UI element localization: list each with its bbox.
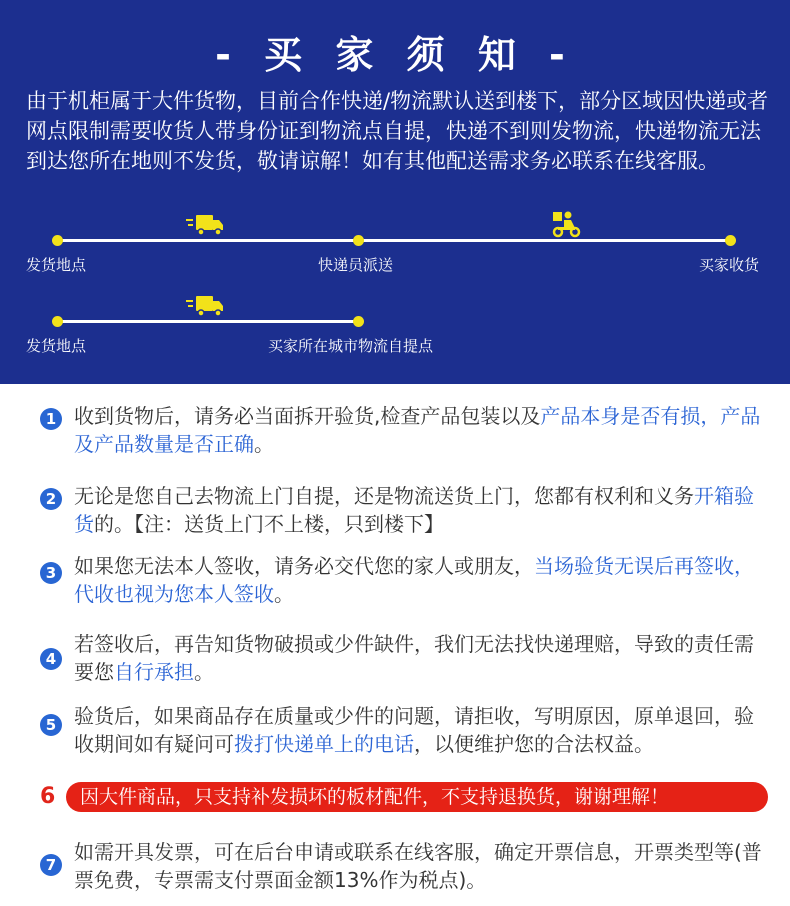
item-number-badge: 5 (40, 714, 62, 736)
flow-dot (725, 235, 736, 246)
page-title: - 买 家 须 知 - (215, 33, 575, 77)
item-text: 如需开具发票，可在后台申请或联系在线客服，确定开票信息，开票类型等(普票免费，专票需支付票面金额13%作为税点)。 (74, 840, 762, 892)
item-number-badge: 3 (40, 562, 62, 584)
item-highlight: 产品本身是否有损，产品及产品数量是否正确 (74, 404, 761, 456)
item-text: 收到货物后，请务必当面拆开验货,检查产品包装以及产品本身是否有损，产品及产品数量是否正确。 (74, 404, 761, 456)
flow-middle-label: 快递员派送 (318, 256, 394, 274)
flow-dot (353, 235, 364, 246)
item-number-badge: 1 (40, 408, 62, 430)
item-highlight: 拨打快递单上的电话 (234, 732, 414, 756)
flow-start-label: 发货地点 (26, 256, 87, 274)
flow-end-label: 买家收货 (699, 256, 760, 274)
alert-banner: 因大件商品，只支持补发损坏的板材配件，不支持退换货，谢谢理解！ (66, 782, 768, 812)
item-highlight: 开箱验货 (74, 484, 754, 536)
item-number-badge: 7 (40, 854, 62, 876)
courier-scooter-icon (551, 210, 581, 242)
intro-text: 由于机柜属于大件货物，目前合作快递/物流默认送到楼下，部分区域因快递或者网点限制需要收货人带身份证到物流点自提，快递不到则发物流，快递物流无法到达您所在地则不发货，敬请谅解！如有其他配送需求务必联系在线客服。 (26, 89, 769, 173)
notice-header (0, 0, 790, 384)
item-text: 如果您无法本人签收，请务必交代您的家人或朋友，当场验货无误后再签收，代收也视为您本人签收。 (74, 554, 754, 606)
flow-dot (353, 316, 364, 327)
flow-start-label: 发货地点 (26, 337, 87, 355)
notice-item-6 (40, 782, 768, 812)
flow-line (57, 239, 731, 242)
item-number-badge: 2 (40, 488, 62, 510)
flow-line (57, 320, 359, 323)
flow-dot (52, 235, 63, 246)
item-text: 无论是您自己去物流上门自提，还是物流送货上门，您都有权利和义务开箱验货的。【注：送货上门不上楼，只到楼下】 (74, 484, 754, 536)
item-highlight: 自行承担 (114, 660, 194, 684)
item-text: 验货后，如果商品存在质量或少件的问题，请拒收，写明原因，原单退回，验收期间如有疑问可拨打快递单上的电话，以便维护您的合法权益。 (74, 704, 754, 756)
flow-end-label: 买家所在城市物流自提点 (268, 337, 434, 355)
item-text: 若签收后，再告知货物破损或少件缺件，我们无法找快递理赔，导致的责任需要您自行承担。 (74, 632, 754, 684)
truck-icon (186, 293, 226, 323)
item-highlight: 当场验货无误后再签收，代收也视为您本人签收 (74, 554, 754, 606)
item-number-badge: 4 (40, 648, 62, 670)
flow-dot (52, 316, 63, 327)
item-number-badge: 6 (40, 784, 56, 809)
truck-icon (186, 212, 226, 242)
